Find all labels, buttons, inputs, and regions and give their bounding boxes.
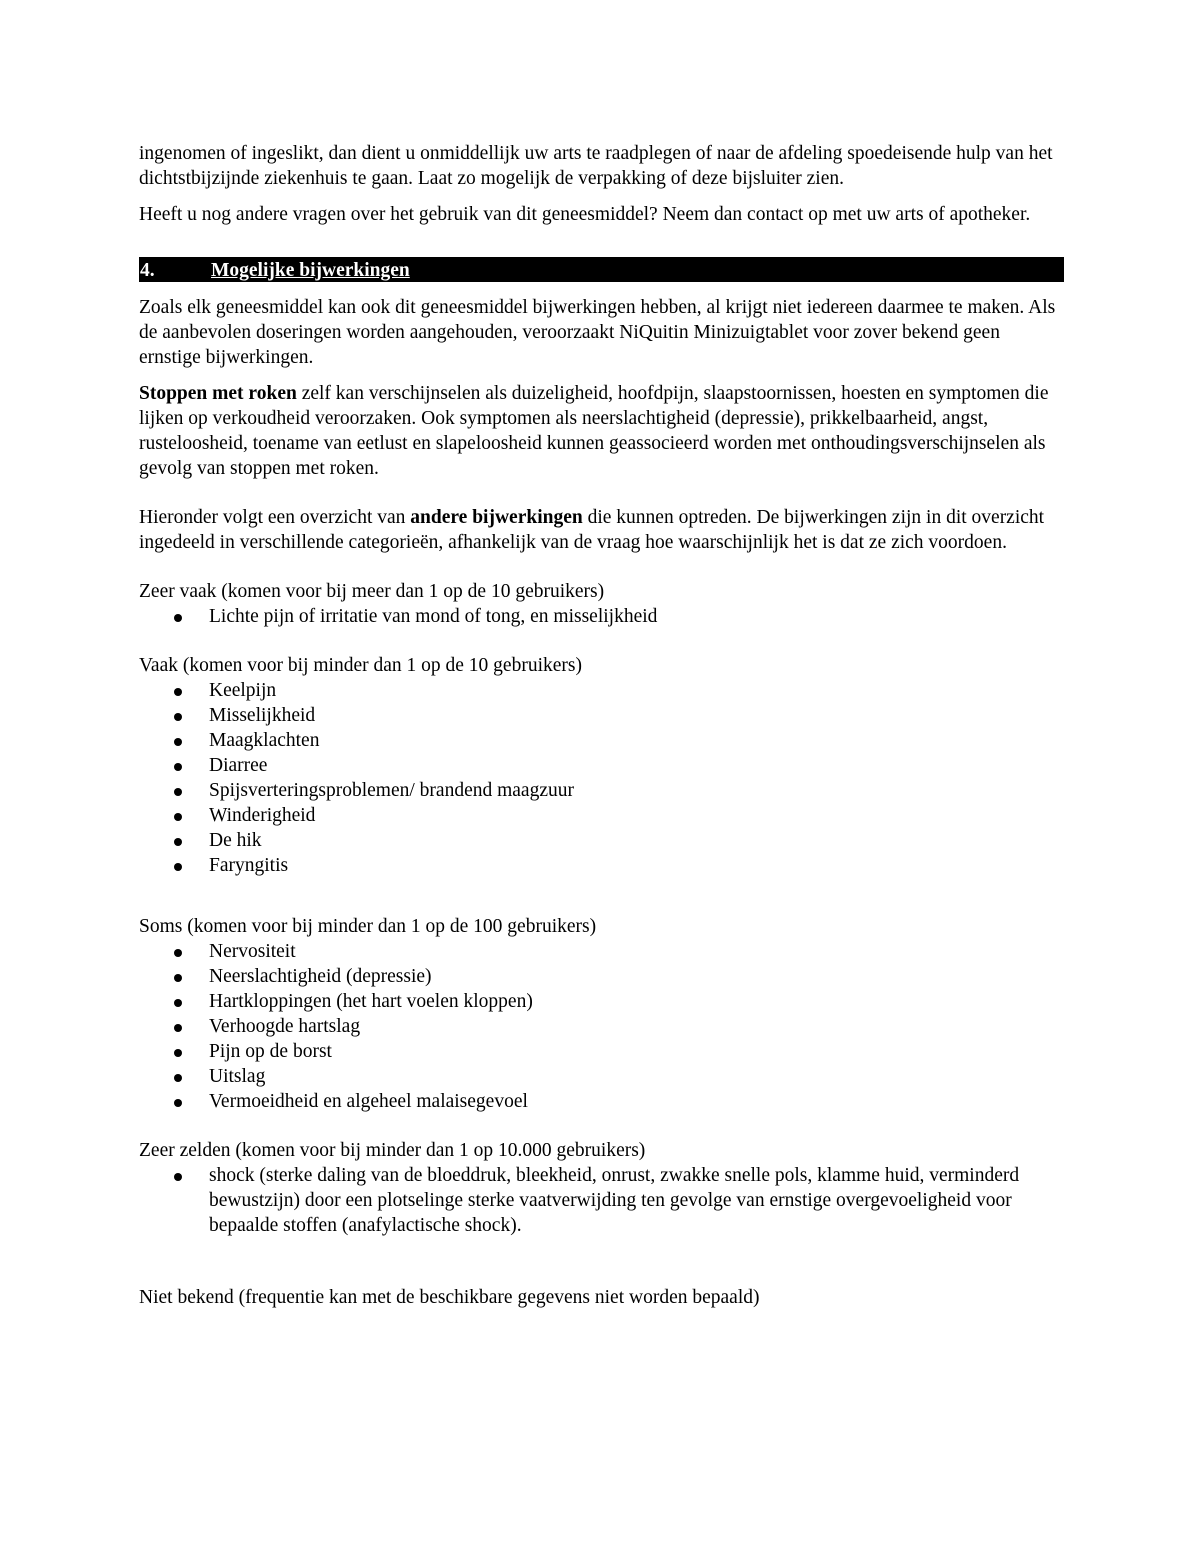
list-item [139, 604, 1064, 629]
list-item-text: Hartkloppingen (het hart voelen kloppen) [209, 991, 533, 1012]
list-item-text: Vermoeidheid en algeheel malaisegevoel [209, 1091, 528, 1112]
bullet-icon [174, 1074, 182, 1082]
list-item [139, 678, 1064, 703]
list-item-text: Nervositeit [209, 941, 296, 962]
bullet-icon [174, 1049, 182, 1057]
bullet-icon [174, 763, 182, 771]
section-number: 4. [140, 260, 155, 281]
document-page [139, 141, 1064, 1310]
list-item [139, 728, 1064, 753]
list-item-text: De hik [209, 830, 262, 851]
body-paragraph-1: Zoals elk geneesmiddel kan ook dit geneesmiddel bijwerkingen hebben, al krijgt niet iedereen daarmee te maken. Als de aanbevolen doseringen worden aangehouden, veroorzaakt NiQuitin Minizuigtablet voor zover bekend geen ernstige bijwerkingen. [139, 297, 1056, 368]
list-item [139, 703, 1064, 728]
bullet-icon [174, 1024, 182, 1032]
body-paragraph-2-text: zelf kan verschijnselen als duizeligheid, hoofdpijn, slaapstoornissen, hoesten en symptomen die lijken op verkoudheid veroorzaken. Ook symptomen als neerslachtigheid (depressie), prikkelbaarheid, angst, rusteloosheid, toename van eetlust en slapeloosheid kunnen geassocieerd worden met onthoudingsverschijnselen als gevolg van stoppen met roken. [139, 383, 1049, 479]
list-item [139, 989, 1064, 1014]
bullet-icon [174, 974, 182, 982]
list-very-rare [139, 1163, 1064, 1238]
list-item-text: Verhoogde hartslag [209, 1016, 361, 1037]
bullet-icon [174, 1099, 182, 1107]
bullet-icon [174, 614, 182, 622]
group-heading-unknown: Niet bekend (frequentie kan met de beschikbare gegevens niet worden bepaald) [139, 1287, 760, 1308]
body-paragraph-2 [139, 381, 1064, 481]
body-paragraph-3-text: die kunnen optreden. De bijwerkingen zijn in dit overzicht ingedeeld in verschillende categorieën, afhankelijk van de vraag hoe waarschijnlijk het is dat ze zich voordoen. [139, 507, 1045, 553]
list-item [139, 964, 1064, 989]
list-item-text: Diarree [209, 755, 268, 776]
list-item-text: Misselijkheid [209, 705, 316, 726]
group-heading-uncommon: Soms (komen voor bij minder dan 1 op de 100 gebruikers) [139, 916, 597, 937]
list-item [139, 853, 1064, 878]
list-item-text: Pijn op de borst [209, 1041, 332, 1062]
list-item-text: Keelpijn [209, 680, 277, 701]
list-item-text: Maagklachten [209, 730, 320, 751]
bullet-icon [174, 838, 182, 846]
body-paragraph-3 [139, 505, 1064, 555]
bullet-icon [174, 713, 182, 721]
bullet-icon [174, 1173, 182, 1181]
list-item [139, 753, 1064, 778]
list-item-text: Lichte pijn of irritatie van mond of tong, en misselijkheid [209, 606, 658, 627]
list-item-text: Faryngitis [209, 855, 289, 876]
list-item [139, 803, 1064, 828]
bullet-icon [174, 738, 182, 746]
list-item [139, 939, 1064, 964]
list-item [139, 828, 1064, 853]
list-very-common [139, 604, 1064, 629]
section-title: Mogelijke bijwerkingen [211, 260, 410, 281]
list-item-text: shock (sterke daling van de bloeddruk, bleekheid, onrust, zwakke snelle pols, klamme huid, verminderd bewustzijn) door een plotselinge sterke vaatverwijding ten gevolge van ernstige overgevoeligheid voor bepaalde stoffen (anafylactische shock). [209, 1165, 1020, 1236]
list-item [139, 778, 1064, 803]
list-common [139, 678, 1064, 878]
bullet-icon [174, 788, 182, 796]
bullet-icon [174, 949, 182, 957]
body-paragraph-3-start: Hieronder volgt een overzicht van [139, 507, 411, 528]
list-item-text: Spijsverteringsproblemen/ brandend maagzuur [209, 780, 574, 801]
group-heading-very-common: Zeer vaak (komen voor bij meer dan 1 op de 10 gebruikers) [139, 581, 605, 602]
list-item [139, 1039, 1064, 1064]
list-item-text: Winderigheid [209, 805, 316, 826]
body-paragraph-3-bold: andere bijwerkingen [410, 507, 583, 528]
list-item-text: Uitslag [209, 1066, 266, 1087]
list-uncommon [139, 939, 1064, 1114]
intro-paragraph-2: Heeft u nog andere vragen over het gebruik van dit geneesmiddel? Neem dan contact op met uw arts of apotheker. [139, 204, 1031, 225]
list-item [139, 1163, 1064, 1238]
bullet-icon [174, 999, 182, 1007]
bullet-icon [174, 863, 182, 871]
section-header [139, 257, 1064, 282]
list-item-text: Neerslachtigheid (depressie) [209, 966, 432, 987]
bullet-icon [174, 813, 182, 821]
list-item [139, 1064, 1064, 1089]
group-heading-very-rare: Zeer zelden (komen voor bij minder dan 1 op 10.000 gebruikers) [139, 1140, 646, 1161]
intro-paragraph-1: ingenomen of ingeslikt, dan dient u onmiddellijk uw arts te raadplegen of naar de afdeling spoedeisende hulp van het dichtstbijzijnde ziekenhuis te gaan. Laat zo mogelijk de verpakking of deze bijsluiter zien. [139, 143, 1053, 189]
group-heading-common: Vaak (komen voor bij minder dan 1 op de 10 gebruikers) [139, 655, 582, 676]
list-item [139, 1089, 1064, 1114]
bullet-icon [174, 688, 182, 696]
list-item [139, 1014, 1064, 1039]
body-paragraph-2-bold: Stoppen met roken [139, 383, 297, 404]
